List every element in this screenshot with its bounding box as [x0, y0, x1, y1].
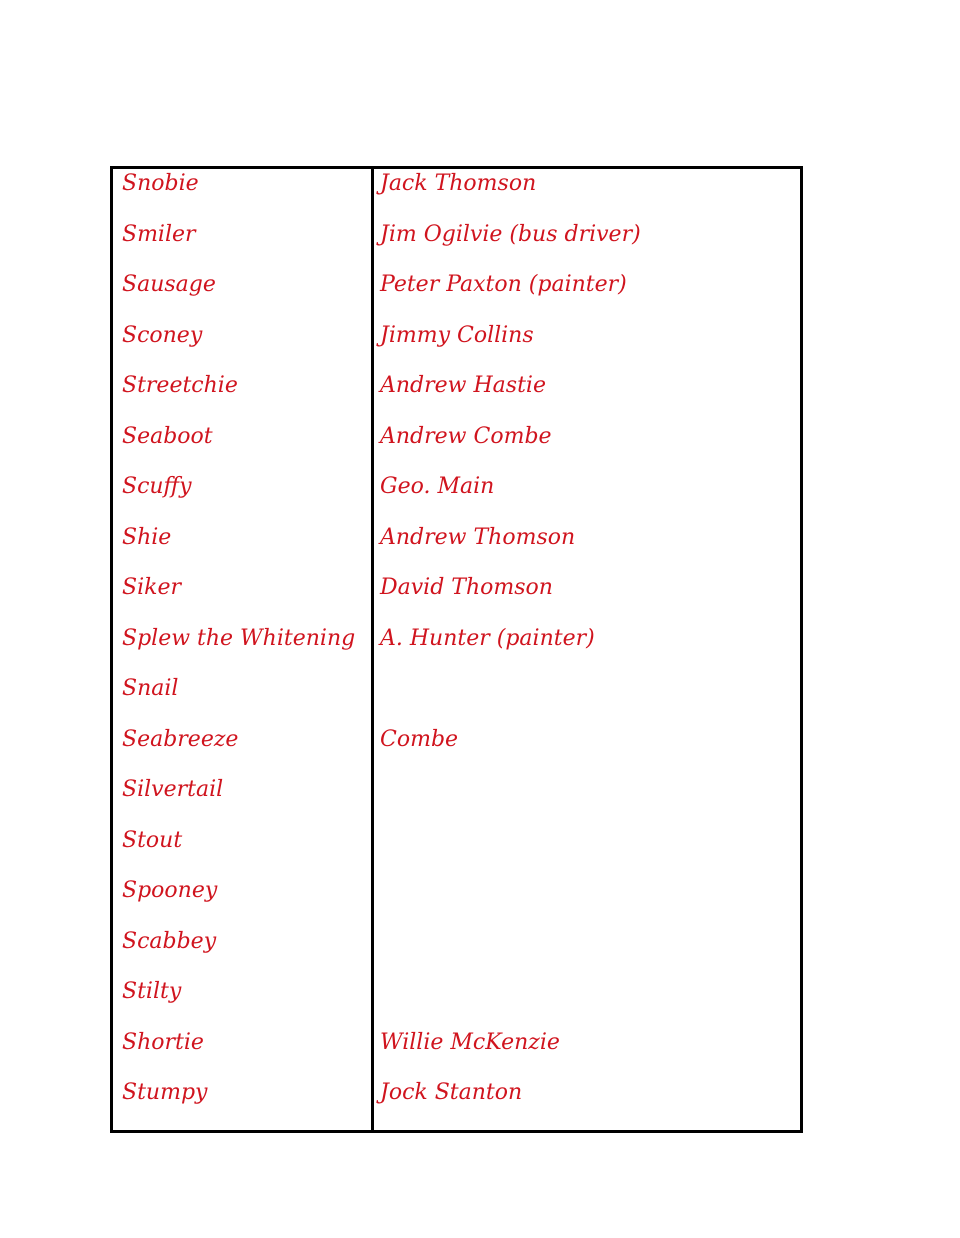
table-row — [113, 270, 800, 320]
name-cell: Jack Thomson — [380, 171, 537, 196]
nickname-cell: Spooney — [122, 878, 218, 903]
table-row — [113, 1078, 800, 1128]
table-row — [113, 1028, 800, 1078]
nickname-cell: Scuffy — [122, 474, 192, 499]
table-row — [113, 472, 800, 522]
table-row — [113, 725, 800, 775]
name-cell: David Thomson — [380, 575, 553, 600]
nickname-cell: Snail — [122, 676, 179, 701]
name-cell: Andrew Hastie — [380, 373, 546, 398]
name-cell: Peter Paxton (painter) — [380, 272, 627, 297]
name-cell: Andrew Thomson — [380, 524, 576, 550]
table-row — [113, 321, 800, 371]
nickname-cell: Shortie — [122, 1029, 204, 1055]
name-cell: Jock Stanton — [380, 1080, 523, 1105]
table-row — [113, 977, 800, 1027]
name-cell: A. Hunter (painter) — [380, 625, 595, 651]
table-row — [113, 775, 800, 825]
table-row — [113, 169, 800, 219]
nickname-cell: Streetchie — [122, 373, 238, 398]
nickname-cell: Snobie — [122, 171, 199, 196]
table-row — [113, 573, 800, 623]
name-cell: Andrew Combe — [380, 423, 552, 449]
table-row — [113, 220, 800, 270]
nickname-cell: Stout — [122, 827, 183, 853]
name-cell: Willie McKenzie — [380, 1029, 560, 1055]
name-cell: Geo. Main — [380, 474, 495, 499]
nickname-cell: Seaboot — [122, 423, 213, 449]
table-row — [113, 876, 800, 926]
table-row — [113, 523, 800, 573]
name-cell: Jimmy Collins — [380, 322, 534, 348]
nickname-cell: Siker — [122, 575, 181, 600]
table-row — [113, 826, 800, 876]
nickname-cell: Stumpy — [122, 1080, 208, 1105]
nickname-cell: Shie — [122, 524, 172, 550]
table-row — [113, 624, 800, 674]
table-row — [113, 674, 800, 724]
nickname-cell: Stilty — [122, 979, 182, 1004]
nickname-cell: Smiler — [122, 221, 196, 247]
nickname-cell: Sausage — [122, 272, 216, 297]
name-cell: Jim Ogilvie (bus driver) — [380, 221, 641, 247]
table-row — [113, 371, 800, 421]
nickname-cell: Scabbey — [122, 928, 217, 954]
name-cell: Combe — [380, 726, 459, 752]
nickname-cell: Sconey — [122, 322, 203, 348]
nickname-cell: Splew the Whitening — [122, 625, 356, 651]
table-row — [113, 422, 800, 472]
nickname-cell: Seabreeze — [122, 726, 239, 752]
nickname-cell: Silvertail — [122, 777, 224, 802]
nickname-table — [110, 166, 803, 1133]
table-row — [113, 927, 800, 977]
